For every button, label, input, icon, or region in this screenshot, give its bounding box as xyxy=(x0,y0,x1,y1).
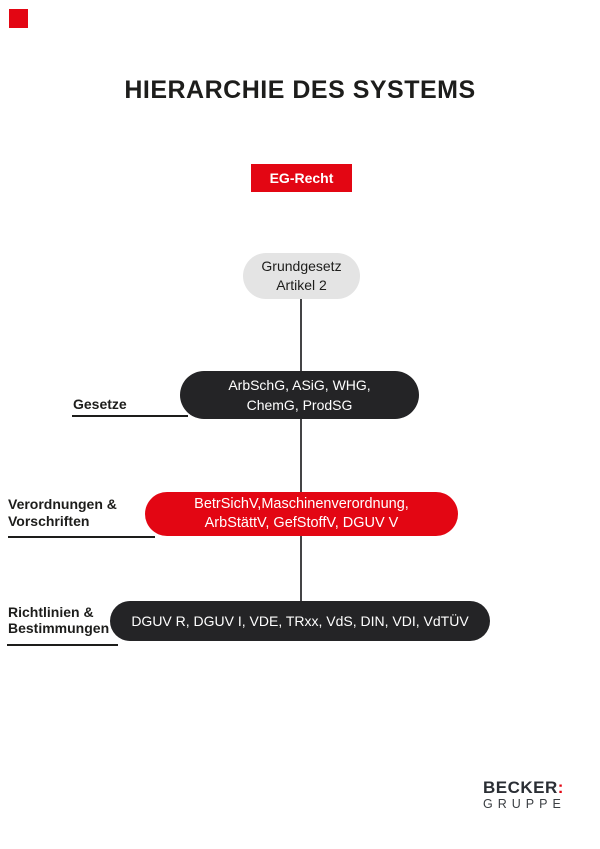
connector-line-2 xyxy=(300,419,302,492)
node-gesetze-line-1: ArbSchG, ASiG, WHG, xyxy=(228,377,371,393)
side-label-gesetze-underline xyxy=(72,415,188,417)
page-title: HIERARCHIE DES SYSTEMS xyxy=(124,76,476,104)
side-label-richtlinien xyxy=(8,604,109,636)
logo-wordmark xyxy=(483,780,566,795)
node-richtlinien-line-1: DGUV R, DGUV I, VDE, TRxx, VdS, DIN, VDI, VdTÜV xyxy=(131,613,469,629)
node-verordnungen-line-2: ArbStättV, GefStoffV, DGUV V xyxy=(204,515,399,531)
becker-gruppe-logo xyxy=(483,780,566,811)
node-richtlinien xyxy=(110,601,490,641)
side-label-verordnungen-line-2: Vorschriften xyxy=(8,513,90,529)
side-label-gesetze xyxy=(73,397,127,412)
connector-line-3 xyxy=(300,536,302,601)
logo-subline: GRUPPE xyxy=(483,797,566,811)
side-label-richtlinien-line-2: Bestimmungen xyxy=(8,620,110,636)
node-grundgesetz xyxy=(243,253,360,299)
node-gesetze xyxy=(180,371,419,419)
side-label-verordnungen-line-1: Verordnungen & xyxy=(8,496,117,512)
node-grundgesetz-line-2: Artikel 2 xyxy=(276,277,327,293)
logo-name: BECKER xyxy=(483,778,558,797)
connector-line-1 xyxy=(300,299,302,371)
side-label-gesetze-line-1: Gesetze xyxy=(73,396,127,412)
side-label-richtlinien-underline xyxy=(7,644,118,646)
logo-colon-mark: : xyxy=(557,778,564,797)
node-eg-recht-label: EG-Recht xyxy=(269,170,334,186)
node-verordnungen xyxy=(145,492,458,536)
node-verordnungen-line-1: BetrSichV,Maschinenverordnung, xyxy=(194,496,409,512)
node-eg-recht xyxy=(251,164,352,192)
side-label-richtlinien-line-1: Richtlinien & xyxy=(8,604,94,620)
node-grundgesetz-line-1: Grundgesetz xyxy=(261,258,342,274)
side-label-verordnungen xyxy=(8,496,117,530)
node-gesetze-line-2: ChemG, ProdSG xyxy=(246,397,353,413)
side-label-verordnungen-underline xyxy=(8,536,155,538)
brand-corner-mark xyxy=(9,9,28,28)
